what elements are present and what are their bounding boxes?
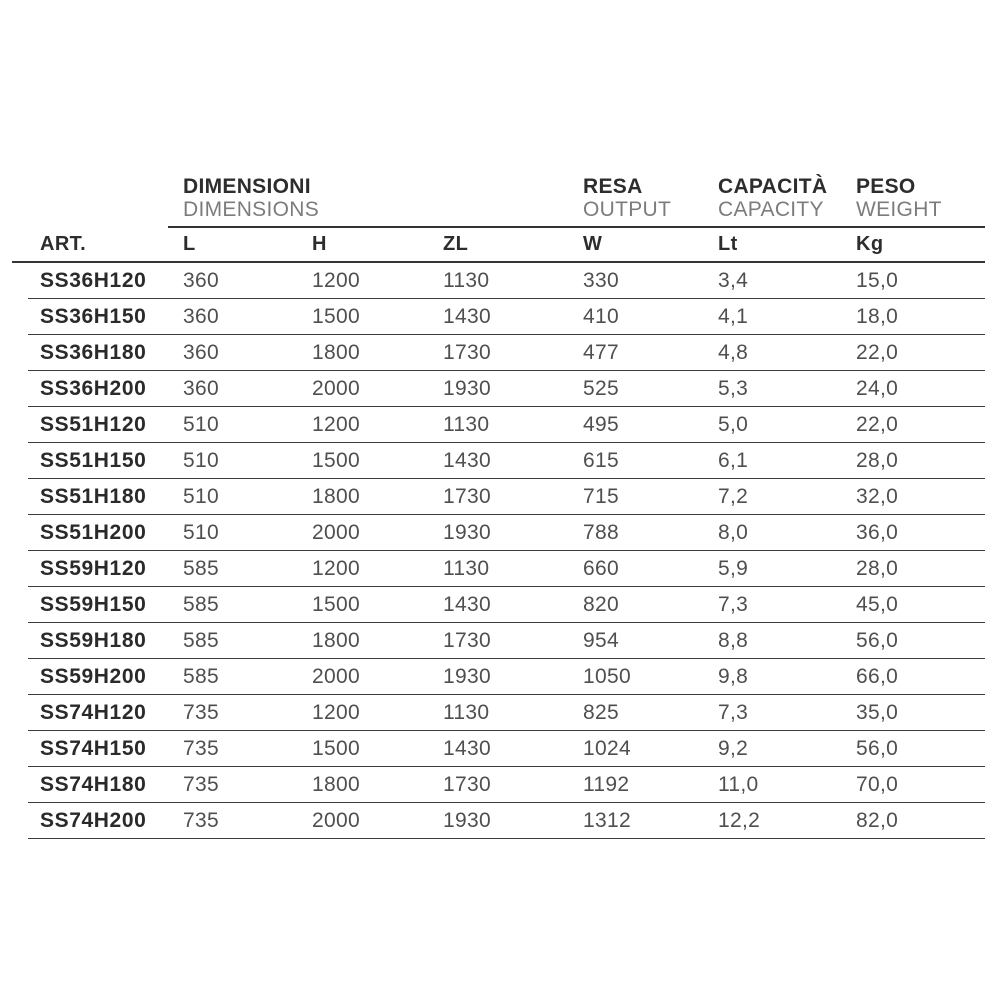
cell-zl: 1430 bbox=[443, 736, 491, 760]
cell-kg: 82,0 bbox=[856, 808, 899, 832]
cell-l: 585 bbox=[183, 628, 219, 652]
cell-kg: 45,0 bbox=[856, 592, 899, 616]
cell-lt: 9,8 bbox=[718, 664, 749, 688]
cell-zl: 1730 bbox=[443, 484, 491, 508]
table-row bbox=[28, 371, 985, 407]
cell-h: 1200 bbox=[312, 700, 360, 724]
cell-lt: 8,8 bbox=[718, 628, 749, 652]
cell-lt: 8,0 bbox=[718, 520, 749, 544]
table-row bbox=[28, 407, 985, 443]
cell-art: SS51H200 bbox=[40, 520, 147, 544]
spec-table bbox=[12, 170, 985, 839]
cell-h: 1800 bbox=[312, 628, 360, 652]
cell-kg: 32,0 bbox=[856, 484, 899, 508]
cell-w: 477 bbox=[583, 340, 619, 364]
cell-zl: 1930 bbox=[443, 808, 491, 832]
table-row bbox=[28, 551, 985, 587]
cell-zl: 1130 bbox=[443, 412, 490, 436]
cell-zl: 1730 bbox=[443, 772, 491, 796]
cell-lt: 4,1 bbox=[718, 304, 749, 328]
column-header-w: W bbox=[583, 233, 603, 255]
group-dimensions-title: DIMENSIONI bbox=[183, 175, 311, 198]
cell-zl: 1430 bbox=[443, 448, 491, 472]
cell-h: 1200 bbox=[312, 412, 360, 436]
cell-art: SS36H200 bbox=[40, 376, 147, 400]
cell-h: 1500 bbox=[312, 592, 360, 616]
cell-kg: 28,0 bbox=[856, 448, 899, 472]
cell-zl: 1430 bbox=[443, 592, 491, 616]
table-row bbox=[28, 515, 985, 551]
group-output bbox=[583, 175, 671, 221]
cell-zl: 1730 bbox=[443, 628, 491, 652]
cell-l: 360 bbox=[183, 304, 219, 328]
cell-lt: 7,2 bbox=[718, 484, 749, 508]
cell-kg: 56,0 bbox=[856, 736, 899, 760]
group-capacity-title: CAPACITÀ bbox=[718, 175, 828, 198]
cell-kg: 28,0 bbox=[856, 556, 899, 580]
cell-w: 715 bbox=[583, 484, 619, 508]
cell-h: 1500 bbox=[312, 304, 360, 328]
cell-h: 1200 bbox=[312, 268, 360, 292]
column-header-l: L bbox=[183, 233, 196, 255]
group-capacity bbox=[718, 175, 827, 221]
group-underline bbox=[168, 226, 985, 228]
cell-zl: 1930 bbox=[443, 520, 491, 544]
group-output-subtitle: OUTPUT bbox=[583, 198, 672, 221]
table-row bbox=[28, 587, 985, 623]
cell-lt: 6,1 bbox=[718, 448, 749, 472]
cell-w: 660 bbox=[583, 556, 619, 580]
cell-art: SS74H120 bbox=[40, 700, 147, 724]
cell-l: 360 bbox=[183, 376, 219, 400]
cell-art: SS51H180 bbox=[40, 484, 147, 508]
cell-w: 1192 bbox=[583, 772, 630, 796]
cell-w: 410 bbox=[583, 304, 619, 328]
cell-art: SS59H150 bbox=[40, 592, 147, 616]
column-header-lt: Lt bbox=[718, 233, 738, 255]
cell-w: 330 bbox=[583, 268, 619, 292]
cell-h: 1500 bbox=[312, 736, 360, 760]
table-group-header bbox=[12, 170, 985, 228]
group-dimensions bbox=[183, 175, 319, 221]
cell-zl: 1130 bbox=[443, 268, 490, 292]
cell-w: 825 bbox=[583, 700, 619, 724]
group-output-title: RESA bbox=[583, 175, 643, 198]
cell-w: 820 bbox=[583, 592, 619, 616]
cell-l: 735 bbox=[183, 700, 219, 724]
cell-kg: 56,0 bbox=[856, 628, 899, 652]
cell-l: 510 bbox=[183, 412, 219, 436]
cell-zl: 1930 bbox=[443, 664, 491, 688]
table-column-headers bbox=[12, 228, 985, 263]
cell-w: 788 bbox=[583, 520, 619, 544]
cell-art: SS36H150 bbox=[40, 304, 147, 328]
cell-zl: 1130 bbox=[443, 556, 490, 580]
cell-l: 510 bbox=[183, 484, 219, 508]
table-body bbox=[12, 263, 985, 839]
table-row bbox=[28, 299, 985, 335]
table-row bbox=[28, 335, 985, 371]
column-header-art: ART. bbox=[40, 233, 87, 255]
cell-w: 495 bbox=[583, 412, 619, 436]
table-row bbox=[28, 263, 985, 299]
cell-w: 1312 bbox=[583, 808, 631, 832]
cell-lt: 3,4 bbox=[718, 268, 749, 292]
cell-l: 735 bbox=[183, 736, 219, 760]
cell-art: SS59H180 bbox=[40, 628, 147, 652]
table-row bbox=[28, 695, 985, 731]
cell-w: 1024 bbox=[583, 736, 631, 760]
cell-h: 2000 bbox=[312, 520, 360, 544]
cell-kg: 22,0 bbox=[856, 340, 899, 364]
cell-h: 1500 bbox=[312, 448, 360, 472]
cell-w: 525 bbox=[583, 376, 619, 400]
cell-art: SS74H180 bbox=[40, 772, 147, 796]
group-weight-title: PESO bbox=[856, 175, 916, 198]
cell-h: 1800 bbox=[312, 484, 360, 508]
cell-lt: 12,2 bbox=[718, 808, 761, 832]
cell-kg: 22,0 bbox=[856, 412, 899, 436]
group-weight bbox=[856, 175, 942, 221]
cell-lt: 9,2 bbox=[718, 736, 749, 760]
column-header-zl: ZL bbox=[443, 233, 469, 255]
cell-lt: 5,9 bbox=[718, 556, 749, 580]
cell-kg: 70,0 bbox=[856, 772, 899, 796]
cell-l: 585 bbox=[183, 556, 219, 580]
cell-zl: 1930 bbox=[443, 376, 491, 400]
cell-zl: 1430 bbox=[443, 304, 491, 328]
cell-art: SS51H120 bbox=[40, 412, 147, 436]
table-row bbox=[28, 479, 985, 515]
cell-l: 735 bbox=[183, 808, 219, 832]
cell-zl: 1730 bbox=[443, 340, 491, 364]
table-row bbox=[28, 803, 985, 839]
cell-art: SS74H200 bbox=[40, 808, 147, 832]
cell-h: 1200 bbox=[312, 556, 360, 580]
cell-art: SS36H180 bbox=[40, 340, 147, 364]
cell-kg: 18,0 bbox=[856, 304, 899, 328]
column-header-kg: Kg bbox=[856, 233, 884, 255]
table-row bbox=[28, 443, 985, 479]
cell-w: 615 bbox=[583, 448, 619, 472]
cell-l: 510 bbox=[183, 448, 219, 472]
cell-art: SS74H150 bbox=[40, 736, 147, 760]
cell-lt: 11,0 bbox=[718, 772, 759, 796]
cell-h: 1800 bbox=[312, 772, 360, 796]
table-row bbox=[28, 623, 985, 659]
cell-art: SS36H120 bbox=[40, 268, 147, 292]
cell-art: SS59H200 bbox=[40, 664, 147, 688]
cell-lt: 5,0 bbox=[718, 412, 749, 436]
column-header-h: H bbox=[312, 233, 327, 255]
cell-l: 360 bbox=[183, 268, 219, 292]
group-dimensions-subtitle: DIMENSIONS bbox=[183, 198, 320, 221]
cell-h: 1800 bbox=[312, 340, 360, 364]
table-row bbox=[28, 659, 985, 695]
cell-w: 1050 bbox=[583, 664, 631, 688]
cell-l: 510 bbox=[183, 520, 219, 544]
cell-l: 360 bbox=[183, 340, 219, 364]
cell-l: 585 bbox=[183, 592, 219, 616]
cell-zl: 1130 bbox=[443, 700, 490, 724]
cell-h: 2000 bbox=[312, 664, 360, 688]
cell-art: SS51H150 bbox=[40, 448, 147, 472]
cell-kg: 15,0 bbox=[856, 268, 899, 292]
cell-kg: 36,0 bbox=[856, 520, 899, 544]
cell-h: 2000 bbox=[312, 376, 360, 400]
cell-l: 735 bbox=[183, 772, 219, 796]
cell-lt: 7,3 bbox=[718, 592, 749, 616]
cell-art: SS59H120 bbox=[40, 556, 147, 580]
cell-kg: 24,0 bbox=[856, 376, 899, 400]
group-weight-subtitle: WEIGHT bbox=[856, 198, 942, 221]
table-row bbox=[28, 731, 985, 767]
cell-lt: 7,3 bbox=[718, 700, 749, 724]
cell-w: 954 bbox=[583, 628, 619, 652]
table-row bbox=[28, 767, 985, 803]
cell-kg: 35,0 bbox=[856, 700, 899, 724]
cell-lt: 4,8 bbox=[718, 340, 749, 364]
cell-kg: 66,0 bbox=[856, 664, 899, 688]
cell-l: 585 bbox=[183, 664, 219, 688]
cell-h: 2000 bbox=[312, 808, 360, 832]
group-capacity-subtitle: CAPACITY bbox=[718, 198, 824, 221]
cell-lt: 5,3 bbox=[718, 376, 749, 400]
